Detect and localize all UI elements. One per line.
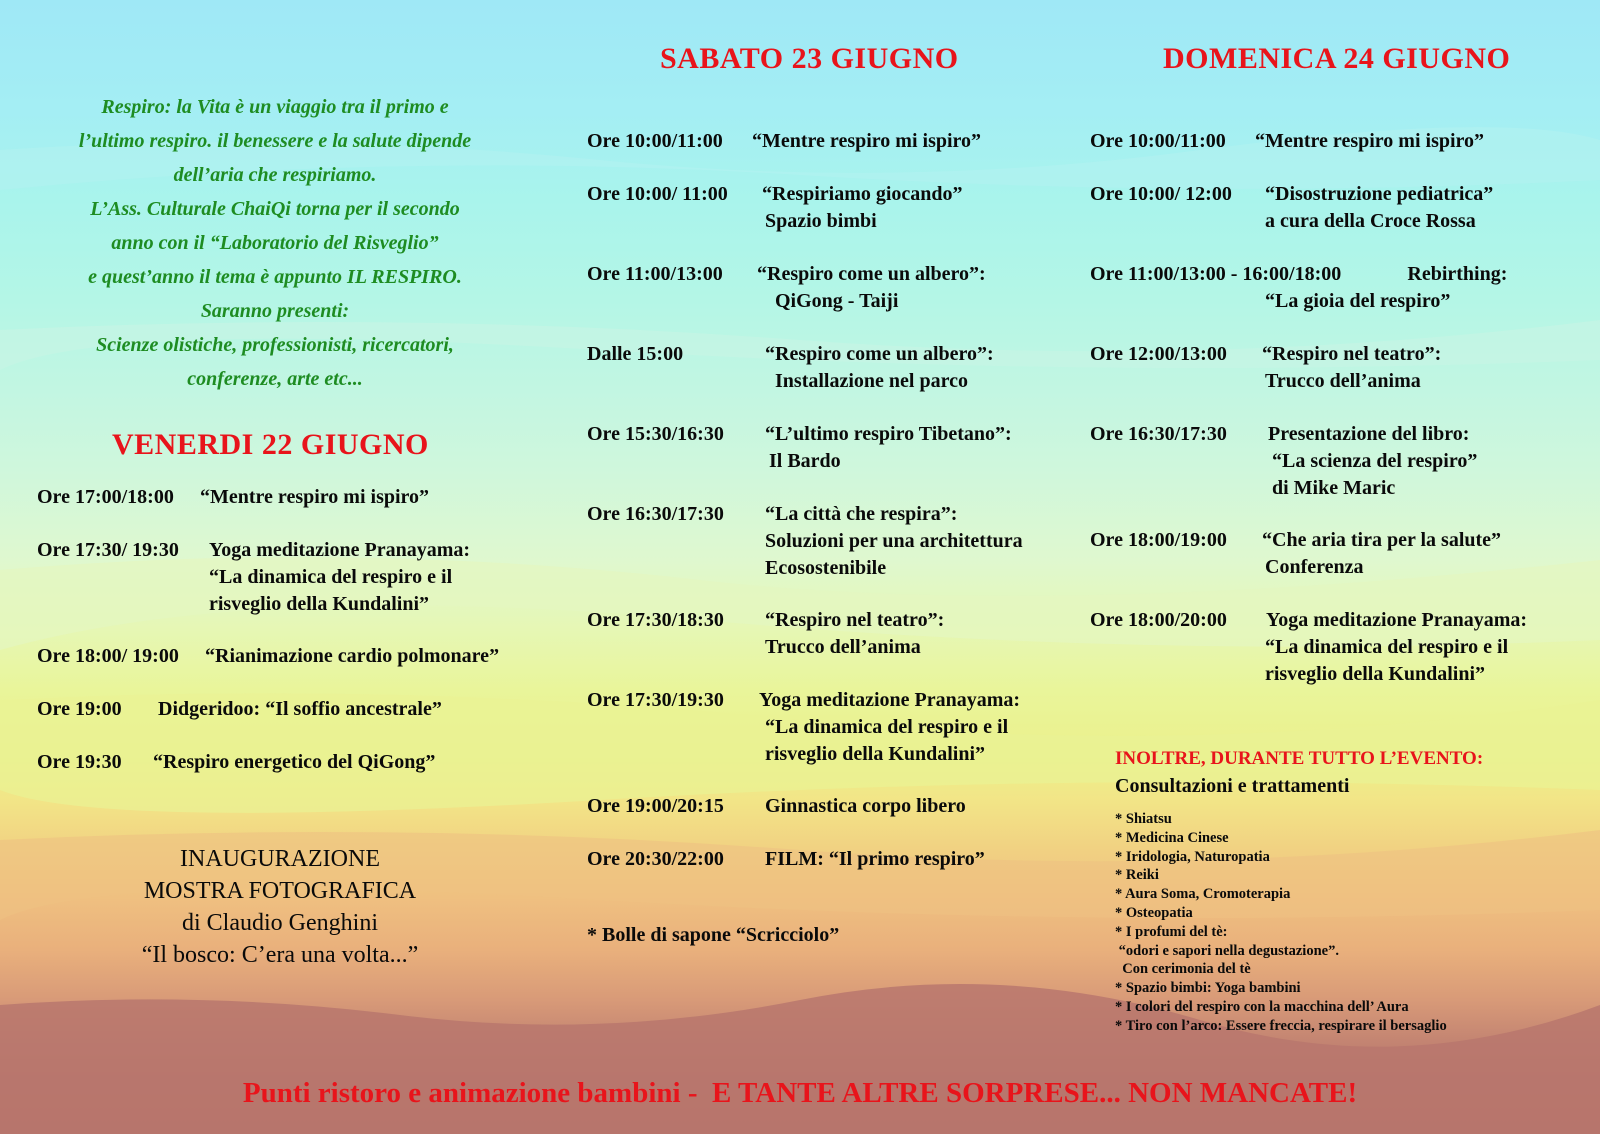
extra-item: * Reiki [1115, 867, 1159, 884]
event-detail: Conferenza [1265, 556, 1364, 578]
extra-heading: INOLTRE, DURANTE TUTTO L’EVENTO: [1115, 748, 1484, 769]
event-time: Ore 17:30/19:30 [587, 689, 724, 711]
event-detail: “La scienza del respiro” [1272, 450, 1478, 472]
intro-line: conferenze, arte etc... [187, 368, 363, 390]
event-time: Ore 11:00/13:00 [587, 263, 723, 285]
extra-item: * Shiatsu [1115, 811, 1172, 827]
extra-item: Con cerimonia del tè [1115, 961, 1251, 978]
extra-item: * I colori del respiro con la macchina dell’ Aura [1115, 998, 1409, 1015]
event-detail: Trucco dell’anima [1265, 370, 1421, 392]
event-time: Ore 18:00/20:00 [1090, 609, 1227, 631]
event-title: “Respiro nel teatro”: [1262, 343, 1442, 365]
event-title: Yoga meditazione Pranayama: [209, 539, 471, 561]
intro-text [40, 90, 510, 396]
event-title: “Respiriamo giocando” [762, 183, 963, 205]
event-time: Ore 12:00/13:00 [1090, 343, 1227, 365]
event-detail: “La dinamica del respiro e il [209, 566, 453, 588]
extra-subheading: Consultazioni e trattamenti [1115, 775, 1350, 797]
event-title: “Respiro come un albero”: [757, 263, 986, 285]
event-detail: Spazio bimbi [765, 210, 877, 232]
event-time: Ore 17:30/18:30 [587, 609, 724, 631]
event-title: “Disostruzione pediatrica” [1265, 183, 1494, 205]
event-detail: “La gioia del respiro” [1265, 290, 1451, 312]
event-detail: di Mike Maric [1272, 477, 1396, 499]
intro-line: anno con il “Laboratorio del Risveglio” [111, 232, 439, 254]
intro-line: e quest’anno il tema è appunto IL RESPIRO. [88, 266, 462, 288]
intro-line: Respiro: la Vita è un viaggio tra il primo e [101, 96, 449, 118]
extra-item: * I profumi del tè: [1115, 923, 1228, 940]
event-title: “Mentre respiro mi ispiro” [752, 130, 982, 152]
venerdi-title: VENERDI 22 GIUGNO [112, 428, 429, 461]
event-detail: risveglio della Kundalini” [1265, 663, 1486, 685]
event-detail: risveglio della Kundalini” [209, 593, 430, 615]
event-detail: a cura della Croce Rossa [1265, 210, 1476, 232]
event-time: Ore 16:30/17:30 [587, 503, 724, 525]
event-title: Yoga meditazione Pranayama: [1266, 609, 1528, 631]
event-time: Ore 20:30/22:00 [587, 848, 724, 870]
intro-line: l’ultimo respiro. il benessere e la salute dipende [78, 130, 472, 152]
event-time: Ore 11:00/13:00 - 16:00/18:00 [1090, 263, 1342, 285]
event-time: Ore 17:30/ 19:30 [37, 539, 179, 561]
event-title: “Respiro come un albero”: [765, 343, 994, 365]
event-time: Ore 10:00/11:00 [1090, 130, 1226, 152]
event-title: “Mentre respiro mi ispiro” [200, 486, 430, 508]
intro-line: Scienze olistiche, professionisti, ricercatori, [96, 334, 454, 356]
event-time: Ore 17:00/18:00 [37, 486, 174, 508]
extra-item: * Iridologia, Naturopatia [1115, 848, 1270, 865]
event-time: Ore 10:00/ 11:00 [587, 183, 728, 205]
event-time: Ore 19:00/20:15 [587, 795, 724, 817]
extra-treatments-list [1115, 810, 1447, 1036]
event-title: “Respiro energetico del QiGong” [153, 751, 436, 773]
event-title: Ginnastica corpo libero [765, 795, 966, 817]
event-time: Ore 10:00/11:00 [587, 130, 723, 152]
sabato-title: SABATO 23 GIUGNO [660, 42, 959, 75]
event-time: Ore 19:30 [37, 751, 122, 773]
event-title: “Respiro nel teatro”: [765, 609, 945, 631]
event-title: Presentazione del libro: [1268, 423, 1470, 445]
event-title: “Rianimazione cardio polmonare” [205, 645, 500, 667]
event-time: Ore 16:30/17:30 [1090, 423, 1227, 445]
event-time: Ore 18:00/ 19:00 [37, 645, 179, 667]
intro-line: dell’aria che respiriamo. [173, 164, 377, 186]
footer-banner: Punti ristoro e animazione bambini - E TANTE ALTRE SORPRESE... NON MANCATE! [242, 1077, 1358, 1109]
event-detail: “La dinamica del respiro e il [765, 716, 1009, 738]
extra-item: * Medicina Cinese [1115, 829, 1229, 846]
intro-line: Saranno presenti: [200, 300, 350, 322]
event-title: FILM: “Il primo respiro” [765, 848, 985, 870]
event-title: “La città che respira”: [765, 503, 958, 525]
event-title: Didgeridoo: “Il soffio ancestrale” [158, 698, 442, 720]
event-time: * Bolle di sapone “Scricciolo” [587, 924, 840, 946]
domenica-title: DOMENICA 24 GIUGNO [1163, 42, 1511, 75]
event-title: Yoga meditazione Pranayama: [759, 689, 1021, 711]
event-title: “Che aria tira per la salute” [1262, 529, 1502, 551]
event-time: Dalle 15:00 [587, 343, 684, 365]
event-detail: “La dinamica del respiro e il [1265, 636, 1509, 658]
mostra-line: MOSTRA FOTOGRAFICA [143, 878, 417, 904]
mostra-line: INAUGURAZIONE [180, 846, 380, 872]
extra-item: * Spazio bimbi: Yoga bambini [1115, 980, 1301, 997]
event-detail: risveglio della Kundalini” [765, 743, 986, 765]
mostra-line: “Il bosco: C’era una volta...” [141, 942, 419, 968]
intro-line: L’Ass. Culturale ChaiQi torna per il secondo [90, 198, 460, 220]
extra-item: * Osteopatia [1115, 904, 1193, 921]
mostra-line: di Claudio Genghini [182, 910, 378, 936]
extra-item: “odori e sapori nella degustazione”. [1115, 942, 1339, 959]
event-time: Ore 19:00 [37, 698, 122, 720]
extra-item: * Aura Soma, Cromoterapia [1115, 886, 1291, 903]
extra-item: * Tiro con l’arco: Essere freccia, respirare il bersaglio [1115, 1017, 1447, 1034]
event-time: Ore 10:00/ 12:00 [1090, 183, 1232, 205]
event-title: “L’ultimo respiro Tibetano”: [765, 423, 1012, 445]
event-title: Rebirthing: [1407, 263, 1508, 285]
event-detail: Installazione nel parco [775, 370, 968, 392]
event-detail: QiGong - Taiji [775, 290, 899, 312]
event-detail: Soluzioni per una architettura [765, 530, 1023, 552]
event-detail: Il Bardo [769, 450, 841, 472]
event-time: Ore 18:00/19:00 [1090, 529, 1227, 551]
event-detail: Ecosostenibile [765, 557, 887, 579]
mostra-fotografica [80, 843, 480, 971]
event-title: “Mentre respiro mi ispiro” [1255, 130, 1485, 152]
event-time: Ore 15:30/16:30 [587, 423, 724, 445]
event-detail: Trucco dell’anima [765, 636, 921, 658]
